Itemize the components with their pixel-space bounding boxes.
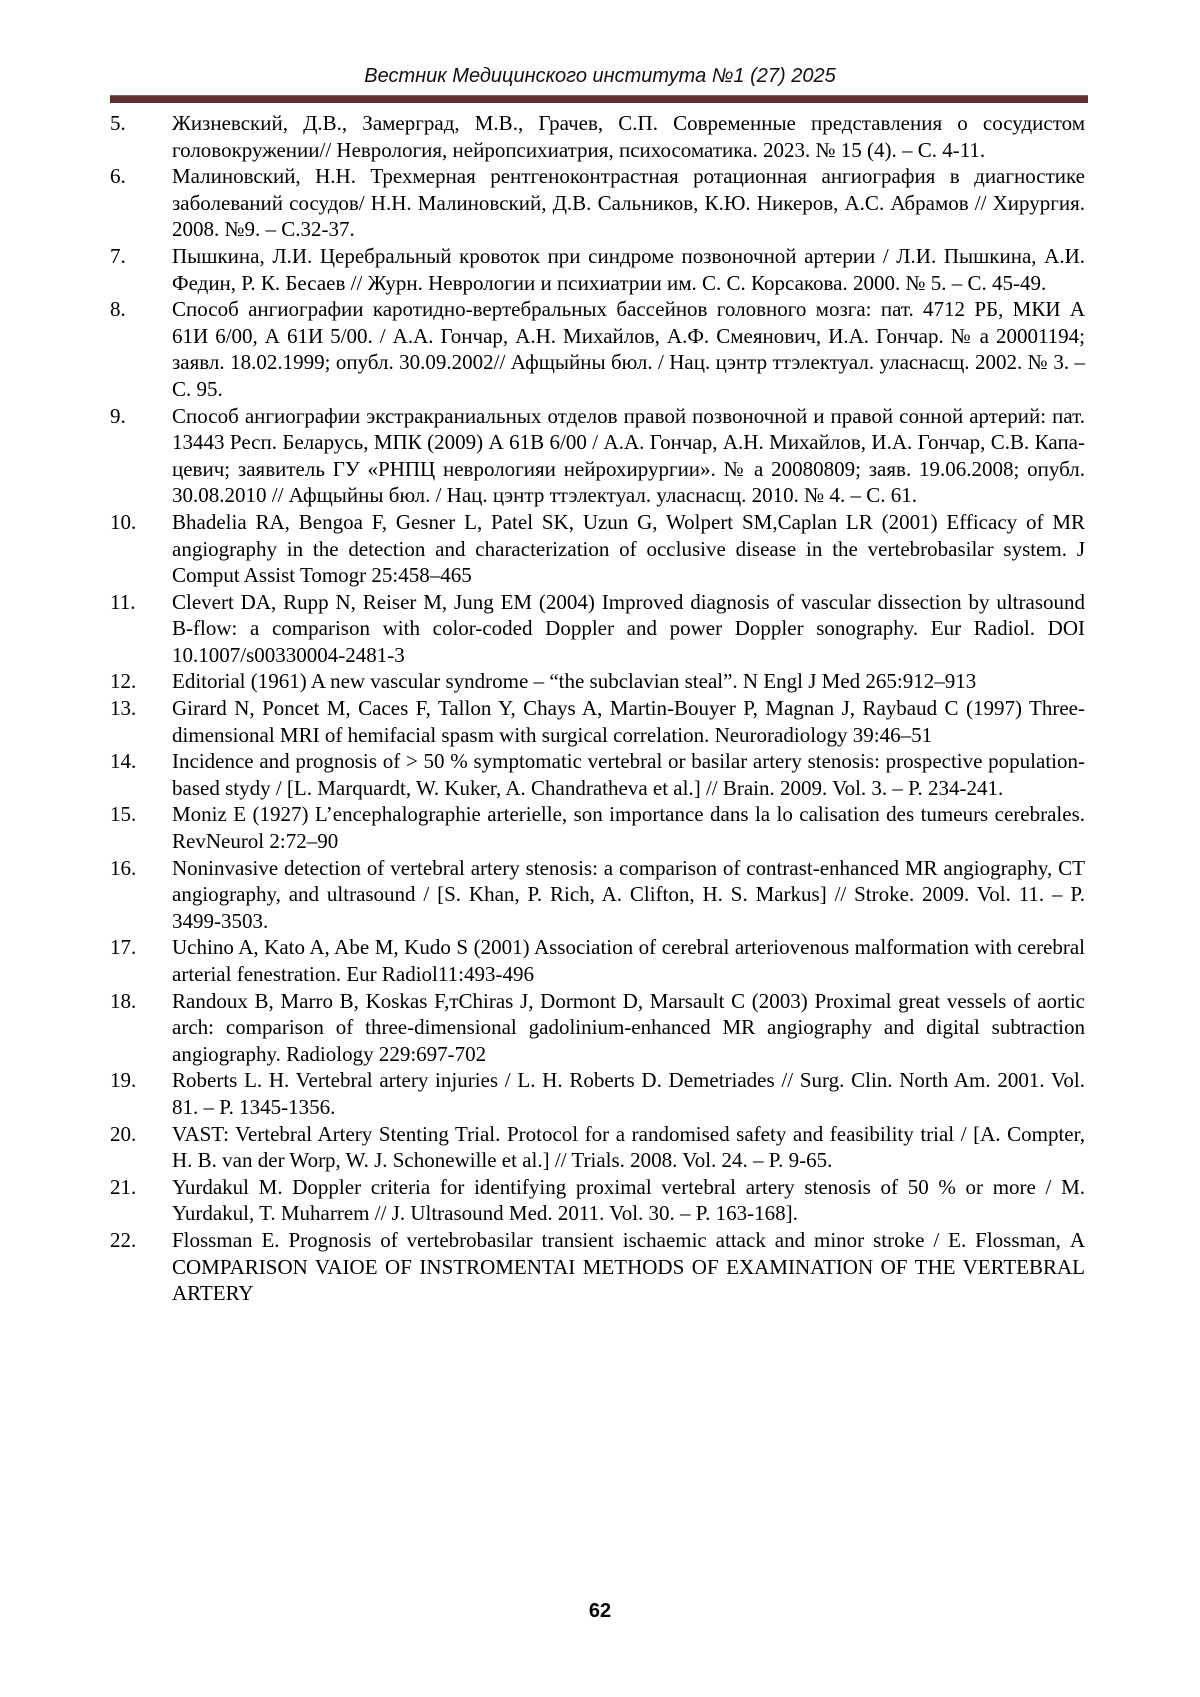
reference-text: Uchino A, Kato A, Abe M, Kudo S (2001) Association of cerebral arteriovenous malformation with cerebral arterial fenestration. Eur Radiol11:493-496 <box>172 935 1085 986</box>
reference-text: Flossman E. Prognosis of vertebrobasilar transient ischaemic attack and minor stroke / E. Flossman, А COMPARISON VAIOE OF INSTROMENTAI METHODS OF EXAMINATION OF THE VERTEBRAL ARTERY <box>172 1227 1085 1306</box>
reference-item <box>110 855 1085 935</box>
reference-text: Жизневский, Д.В., Замерград, М.В., Грачев, С.П. Современные представления о сосудистом головокружении// Неврология, нейропсихиатрия, психосоматика. 2023. № 15 (4). – С. 4-11. <box>172 111 1085 162</box>
reference-text: Girard N, Poncet M, Caces F, Tallon Y, Chays A, Martin-Bouyer P, Magnan J, Raybaud C (1997) Three-dimensional MRI of hemifacial spasm with surgical correlation. Neuroradiology 39:46–51 <box>172 696 1085 747</box>
reference-number: 9. <box>110 403 126 428</box>
reference-item <box>110 934 1085 987</box>
reference-number: 14. <box>110 749 137 774</box>
reference-text: VAST: Vertebral Artery Stenting Trial. Protocol for a randomised safety and feasibility trial / [A. Compter, H. B. van der Worp, W. J. Schonewille et al.] // Trials. 2008. Vol. 24. – P. 9-65. <box>172 1121 1085 1173</box>
reference-number: 16. <box>110 855 137 880</box>
reference-item <box>110 110 1085 163</box>
reference-number: 5. <box>110 111 126 135</box>
reference-number: 22. <box>110 1227 137 1252</box>
header-rule <box>110 95 1088 103</box>
reference-number: 21. <box>110 1174 137 1199</box>
reference-number: 15. <box>110 802 137 827</box>
page-number: 62 <box>588 1600 612 1622</box>
reference-number: 17. <box>110 935 137 960</box>
reference-item <box>110 403 1085 509</box>
journal-header-title: Вестник Медицинского института №1 (27) 2025 <box>364 65 836 87</box>
reference-text: Способ ангиографии каротидно-вертебральных бассейнов головного мозга: пат. 4712 РБ, МКИ А 61И 6/00, А 61И 5/00. / А.А. Гончар, А.Н. Михайлов, А.Ф. Смеянович, И.А. Гончар. № а 20001194; заявл. 18.02.1999; опубл. 30.09.2002// Афщыйны бюл. / Нац. цэнтр ттэлектуал. уласнасщ. 2002. № 3. – С. 95. <box>172 297 1085 401</box>
reference-item <box>110 668 1085 695</box>
reference-text: Moniz E (1927) L’encephalographie arterielle, son importance dans la lo calisation des tumeurs cerebrales. RevNeurol 2:72–90 <box>172 802 1085 854</box>
reference-number: 20. <box>110 1121 137 1146</box>
reference-item <box>110 1067 1085 1120</box>
reference-text: Пышкина, Л.И. Церебральный кровоток при синдроме позвоночной артерии / Л.И. Пышкина, А.И. Федин, Р. К. Бесаев // Журн. Неврологии и психиатрии им. С. С. Корсакова. 2000. № 5. – С. 45-49. <box>172 243 1085 295</box>
reference-item <box>110 509 1085 589</box>
reference-item <box>110 163 1085 243</box>
reference-text: Noninvasive detection of vertebral artery stenosis: a comparison of contrast-enhanced MR angiography, CT angiography, and ultrasound / [S. Khan, P. Rich, A. Clifton, H. S. Markus] // Stroke. 2009. Vol. 11. – P. 3499-3503. <box>172 855 1085 933</box>
reference-item <box>110 589 1085 669</box>
reference-item <box>110 1227 1085 1307</box>
reference-text: Clevert DA, Rupp N, Reiser M, Jung EM (2004) Improved diagnosis of vascular dissection by ultrasound B-flow: a comparison with color-coded Doppler and power Doppler sonography. Eur Radiol. DOI 10.1007/s00330004-2481-3 <box>172 589 1085 667</box>
reference-item <box>110 695 1085 748</box>
reference-item <box>110 1121 1085 1174</box>
reference-text: Bhadelia RA, Bengoa F, Gesner L, Patel SK, Uzun G, Wolpert SM,Caplan LR (2001) Efficacy of MR angiography in the detection and characterization of occlusive disease in the vertebrobasilar system. J Comput Assist Tomogr 25:458–465 <box>172 509 1085 588</box>
reference-number: 10. <box>110 509 137 534</box>
reference-item <box>110 748 1085 801</box>
reference-number: 6. <box>110 164 126 189</box>
reference-number: 13. <box>110 696 137 721</box>
reference-number: 12. <box>110 669 137 694</box>
reference-number: 11. <box>110 589 136 614</box>
reference-text: Способ ангиографии экстракраниальных отделов правой позвоночной и правой сонной артерий: пат. 13443 Респ. Беларусь, МПК (2009) А 61В 6/00 / А.А. Гончар, А.Н. Михайлов, И.А. Гончар, С.В. Капа-цевич; заявитель ГУ «РНПЦ неврологияи нейрохирургии». № а 20080809; заяв. 19.06.2008; опубл. 30.08.2010 // Афщыйны бюл. / Нац. цэнтр ттэлектуал. уласнасщ. 2010. № 4. – С. 61. <box>172 403 1085 508</box>
reference-number: 8. <box>110 297 126 322</box>
references-list <box>110 110 1085 1307</box>
reference-number: 7. <box>110 243 126 268</box>
reference-item <box>110 801 1085 854</box>
reference-item <box>110 296 1085 402</box>
reference-text: Editorial (1961) A new vascular syndrome – “the subclavian steal”. N Engl J Med 265:912–913 <box>172 669 977 694</box>
reference-item <box>110 988 1085 1068</box>
reference-text: Yurdakul M. Doppler criteria for identifying proximal vertebral artery stenosis of 50 % or more / M. Yurdakul, T. Muharrem // J. Ultrasound Med. 2011. Vol. 30. – P. 163-168]. <box>172 1174 1085 1226</box>
reference-text: Малиновский, Н.Н. Трехмерная рентгеноконтрастная ротационная ангиография в диагностике заболеваний сосудов/ Н.Н. Малиновский, Д.В. Сальников, К.Ю. Никеров, А.С. Абрамов // Хирургия. 2008. №9. – С.32-37. <box>172 164 1085 242</box>
reference-text: Roberts L. H. Vertebral artery injuries / L. H. Roberts D. Demetriades // Surg. Clin. North Am. 2001. Vol. 81. – P. 1345-1356. <box>172 1068 1085 1119</box>
reference-text: Incidence and prognosis of > 50 % symptomatic vertebral or basilar artery stenosis: prospective population-based stydy / [L. Marquardt, W. Kuker, A. Chandratheva et al.] // Brain. 2009. Vol. 3. – P. 234-241. <box>172 749 1085 800</box>
reference-number: 19. <box>110 1068 137 1093</box>
reference-item <box>110 243 1085 296</box>
reference-number: 18. <box>110 988 137 1013</box>
reference-text: Randoux B, Marro B, Koskas F,тChiras J, Dormont D, Marsault C (2003) Proximal great vessels of aortic arch: comparison of three-dimensional gadolinium-enhanced MR angiography and digital subtraction angiography. Radiology 229:697-702 <box>172 988 1085 1066</box>
reference-item <box>110 1174 1085 1227</box>
